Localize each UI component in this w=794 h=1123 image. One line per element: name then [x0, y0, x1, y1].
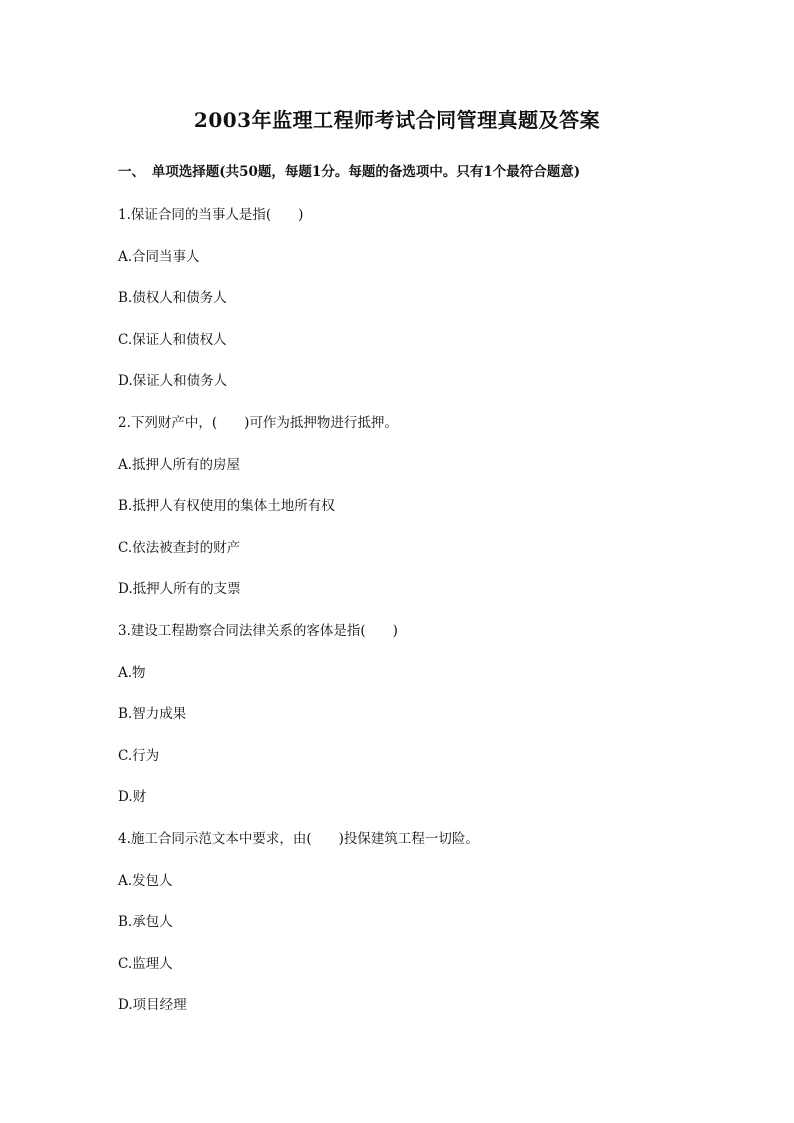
page-title: 2003年监理工程师考试合同管理真题及答案 — [193, 108, 601, 132]
option-item: C.依法被查封的财产 — [118, 540, 241, 556]
option-item: A.物 — [118, 665, 146, 681]
question-stem: 1.保证合同的当事人是指( ) — [118, 207, 304, 223]
option-item: D.保证人和债务人 — [118, 373, 228, 389]
option-item: B.抵押人有权使用的集体土地所有权 — [118, 498, 335, 514]
section-heading: 一、 单项选择题(共50题，每题1分。每题的备选项中。只有1个最符合题意) — [118, 164, 581, 180]
option-item: A.合同当事人 — [118, 249, 200, 265]
option-item: C.保证人和债权人 — [118, 332, 227, 348]
question-stem: 2.下列财产中，( )可作为抵押物进行抵押。 — [118, 415, 398, 431]
option-item: A.发包人 — [118, 873, 173, 889]
question-stem: 3.建设工程勘察合同法律关系的客体是指( ) — [118, 623, 398, 639]
option-item: D.抵押人所有的支票 — [118, 581, 241, 597]
option-item: A.抵押人所有的房屋 — [118, 457, 241, 473]
option-item: B.承包人 — [118, 914, 173, 930]
option-item: C.监理人 — [118, 956, 173, 972]
option-item: C.行为 — [118, 748, 160, 764]
option-item: B.智力成果 — [118, 706, 187, 722]
option-item: B.债权人和债务人 — [118, 290, 227, 306]
question-stem: 4.施工合同示范文本中要求，由( )投保建筑工程一切险。 — [118, 831, 479, 847]
option-item: D.财 — [118, 789, 147, 805]
option-item: D.项目经理 — [118, 997, 187, 1013]
